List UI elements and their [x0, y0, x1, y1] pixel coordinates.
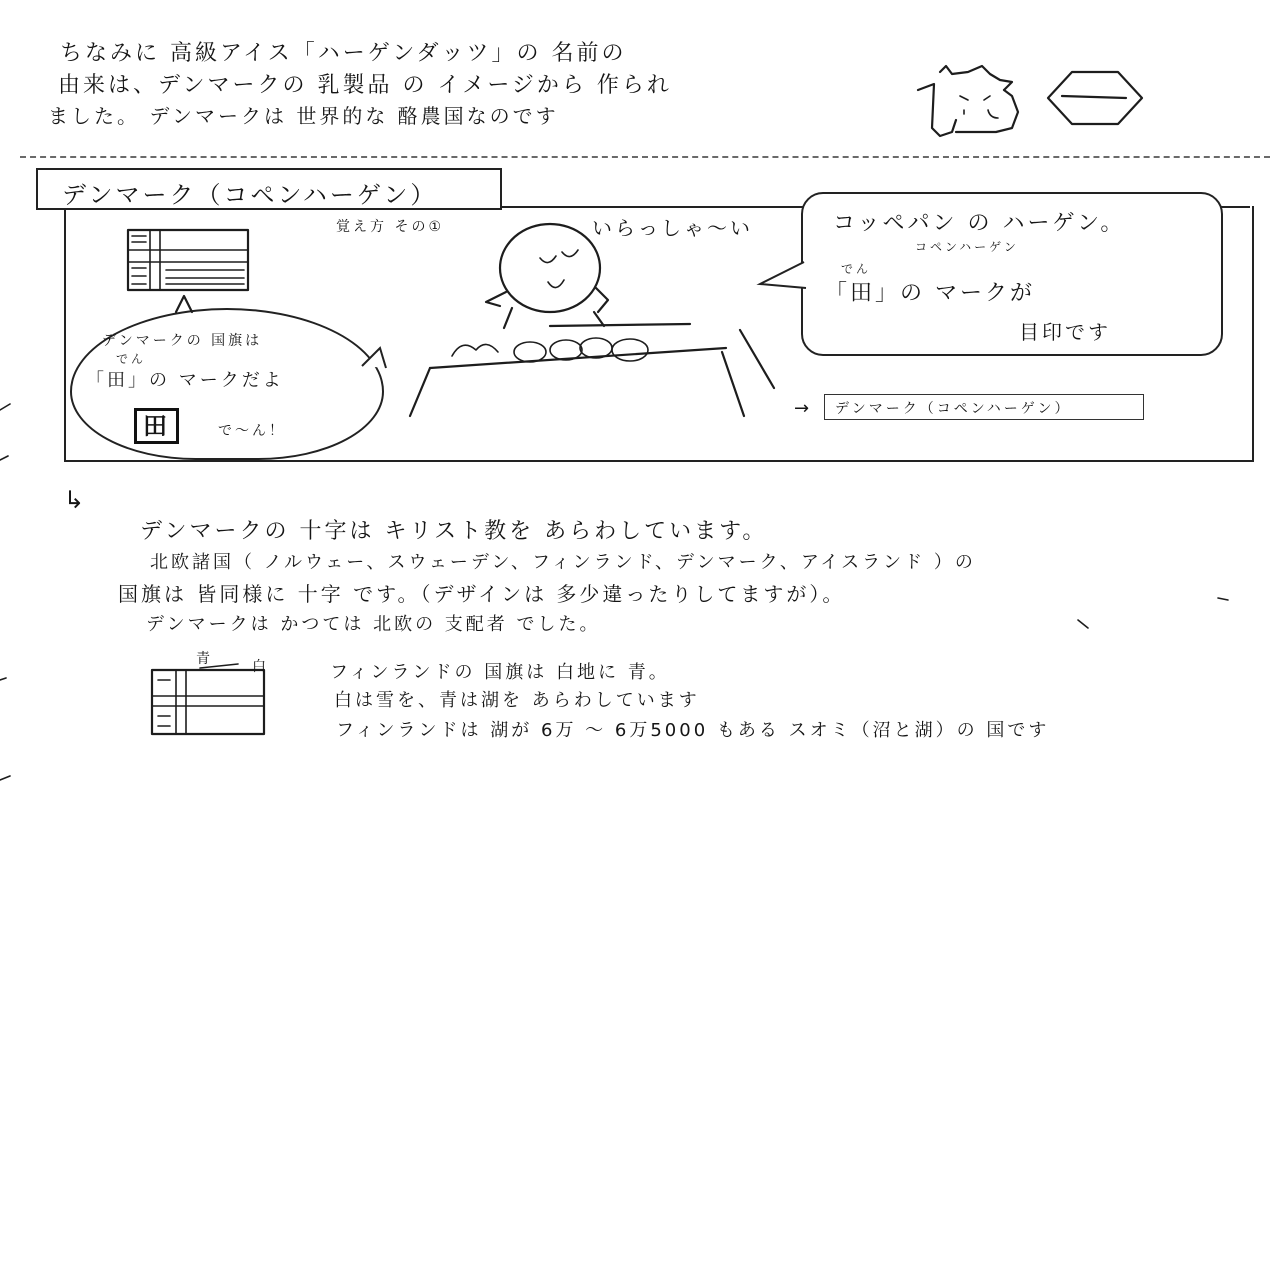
small-label-text: デンマーク（コペンハーゲン） — [835, 401, 1072, 417]
hook-arrow-icon: ↳ — [64, 486, 85, 514]
speech-right-line-3: 目印です — [1019, 320, 1111, 344]
panel-title-box — [36, 168, 502, 210]
small-label-box — [824, 394, 1144, 420]
body-line-1: デンマークの 十字は キリスト教を あらわしています。 — [140, 519, 768, 544]
panel-title: デンマーク（コペンハーゲン） — [62, 181, 438, 209]
finland-line-2: 白は雪を、青は湖を あらわしています — [334, 690, 700, 711]
intro-section — [0, 0, 1280, 150]
body-line-4: デンマークは かつては 北欧の 支配者 でした。 — [146, 614, 601, 635]
finland-line-1: フィンランドの 国旗は 白地に 青。 — [330, 662, 670, 683]
speech-right-line-2: 「田」の マークが — [825, 281, 1035, 306]
body-line-2: 北欧諸国（ ノルウェー、スウェーデン、フィンランド、デンマーク、アイスランド ）の — [150, 552, 976, 573]
speech-right-ruby-2: でん — [841, 262, 872, 276]
finland-line-3: フィンランドは 湖が 6万 〜 6万5000 もある スオミ（沼と湖）の 国です — [336, 720, 1050, 741]
speech-left-line-3: で〜ん！ — [218, 423, 286, 439]
comic-panel — [36, 168, 1252, 464]
intro-line-3: ました。 デンマークは 世界的な 酪農国なのです — [48, 104, 559, 128]
greeting-text: いらっしゃ〜い — [592, 216, 753, 240]
speech-left-line-1: デンマークの 国旗は — [102, 333, 263, 349]
finland-label-blue: 青 — [196, 651, 213, 667]
speech-left-ruby: でん — [116, 352, 147, 366]
speech-right-ruby-1: コペンハーゲン — [915, 240, 1019, 254]
body-line-3: 国旗は 皆同様に 十字 です。（デザインは 多少違ったりしてますが）。 — [118, 582, 846, 606]
memo-note: 覚え方 その① — [336, 219, 445, 235]
speech-right-line-1: コッペパン の ハーゲン。 — [833, 211, 1126, 236]
finland-label-white: 白 — [252, 659, 269, 675]
dashed-separator — [20, 156, 1270, 158]
intro-line-1: ちなみに 高級アイス「ハーゲンダッツ」の 名前の — [60, 41, 627, 66]
den-glyph-box: 田 — [134, 408, 179, 444]
speech-bubble-right — [801, 192, 1223, 356]
label-arrow: → — [794, 398, 810, 419]
intro-line-2: 由来は、デンマークの 乳製品 の イメージから 作られ — [58, 73, 672, 98]
speech-left-line-2: 「田」の マークだよ — [86, 370, 284, 391]
